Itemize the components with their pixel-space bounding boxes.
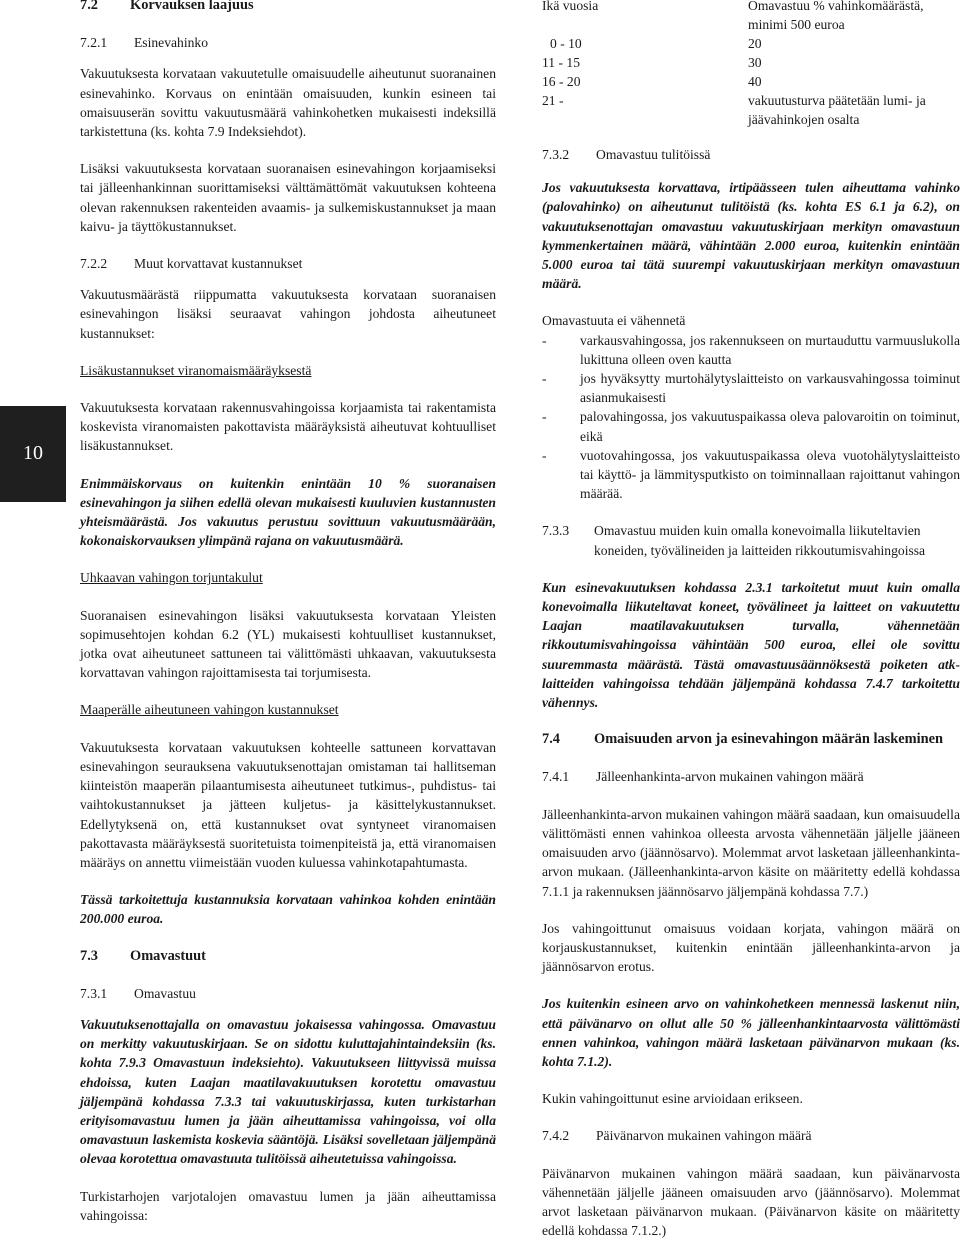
paragraph: Omavastuuta ei vähennetä: [542, 313, 686, 329]
table-cell-age: 21 -: [542, 93, 564, 108]
left-column: [80, 0, 496, 1225]
paragraph: Jälleenhankinta-arvon mukainen vahingon määrä saadaan, kun omaisuudella välittömästi ennen vahinkoa olleesta arvosta vähennetään jäljelle jääneen omaisuuden arvo (jäännösarvo). Molemmat arvot lasketaan jälleenhankinta-arvon mukaan. (Jälleenhankinta-arvon käsite on määritetty edellä kohdassa 7.1.1 ja rakennuksen jäännösarvo jäljempänä kohdassa 7.7.): [542, 806, 960, 899]
table-row: [542, 91, 960, 129]
paragraph: Vakuutuksesta korvataan vakuutetulle omaisuudelle aiheutunut suoranainen esinevahinko. Korvaus on enintään omaisuuden, kunkin esineen tai omaisuuserän sovittu vakuutusmäärä vahinkohetken mukaisesti indeksillä tarkistettuna (ks. kohta 7.9 Indeksiehdot).: [80, 66, 496, 140]
page-number: 10: [23, 442, 43, 465]
table-header-age: Ikä vuosia: [542, 0, 599, 13]
page-number-tab: [0, 406, 66, 502]
paragraph: Vakuutuksesta korvataan rakennusvahingoissa korjaamista tai rakentamista koskevista viranomaisten pakottavista määräyksistä aiheutuvat kohtuulliset lisäkustannukset.: [80, 400, 496, 454]
section-7-4-2-heading: 7.4.2 Päivänarvon mukainen vahingon määrä: [542, 1128, 812, 1144]
paragraph: Vakuutusmäärästä riippumatta vakuutuksesta korvataan suoranaisen esinevahingon lisäksi seuraavat vahingon johdosta aiheutuneet kustannukset:: [80, 287, 496, 341]
paragraph: Turkistarhojen varjotalojen omavastuu lumen ja jään aiheuttamissa vahingoissa:: [80, 1188, 496, 1223]
section-7-4-1-heading: 7.4.1 Jälleenhankinta-arvon mukainen vahingon määrä: [542, 769, 864, 785]
section-7-3-1-heading: 7.3.1 Omavastuu: [80, 985, 196, 1001]
paragraph-bold-italic: Kun esinevakuutuksen kohdassa 2.3.1 tarkoitetut muut kuin omalla konevoimalla liikuteltavat koneet, työvälineet ja laitteet on vakuutettu Laajan maatilavakuutuksen turvalla, vähennetään rikkoutumisvahingoissa vähintään 500 euroa, ellei ole sovittu suuremmasta määrästä. Tästä omavastuusäännöksestä poiketen atk-laitteiden vahingoissa tehdään jäljempänä kohdassa 7.4.7 tarkoitettu vähennys.: [542, 579, 960, 711]
paragraph: Päivänarvon mukainen vahingon määrä saadaan, kun päivänarvosta vähennetään jäljelle jääneen omaisuuden arvo (jäännösarvo). Molemmat arvot lasketaan päivänarvon mukaan. (Päivänarvon käsite on määritetty edellä kohdassa 7.1.2.): [542, 1165, 960, 1239]
table-cell-pct: 40: [748, 74, 762, 89]
list-item: - palovahingossa, jos vakuutuspaikassa oleva palovaroitin on toiminut, eikä: [542, 409, 960, 444]
table-row: [542, 72, 960, 91]
section-7-4-heading: 7.4 Omaisuuden arvon ja esinevahingon määrän laskeminen: [542, 731, 944, 748]
subheading-underlined: Uhkaavan vahingon torjuntakulut: [80, 570, 263, 586]
section-7-3-2-heading: 7.3.2 Omavastuu tulitöissä: [542, 147, 711, 162]
deductible-table: [542, 0, 960, 129]
paragraph: Kukin vahingoittunut esine arvioidaan erikseen.: [542, 1091, 803, 1107]
subheading-underlined: Maaperälle aiheutuneen vahingon kustannukset: [80, 702, 339, 718]
paragraph: Vakuutuksesta korvataan vakuutuksen kohteelle sattuneen korvattavan esinevahingon seurauksena vakuutuksenottajan omistaman tai hallitseman kiinteistön maaperän pilaantumisesta aiheutuneet tutkimus-, puhdistus- tai vaihtokustannukset ja jätteen kuljetus- ja käsittelykustannukset. Edellytyksenä on, että kustannukset ovat syntyneet viranomaisen pakottavasta määräyksestä suoritetuista toimenpiteistä ja, että viranomaisen määräys on annettu viimeistään vuoden kuluessa vahinkotapahtumasta.: [80, 739, 496, 870]
list-item: - jos hyväksytty murtohälytyslaitteisto on varkausvahingossa toiminut asianmukaisesti: [542, 371, 960, 406]
section-7-3-3-heading: 7.3.3 Omavastuu muiden kuin omalla konevoimalla liikuteltavien koneiden, työvälineiden ja laitteiden rikkoutumisvahingoissa: [542, 523, 926, 558]
paragraph: Jos vahingoittunut omaisuus voidaan korjata, vahingon määrä on korjauskustannukset, kuitenkin enintään jälleenhankinta-arvon ja jäännösarvon erotus.: [542, 920, 960, 975]
list-item: - varkausvahingossa, jos rakennukseen on murtauduttu varmuuslukolla lukittuna olleen oven kautta: [542, 332, 960, 367]
table-cell-pct: vakuutusturva päätetään lumi- ja jäävahinkojen osalta: [748, 93, 926, 127]
exception-list: [542, 331, 960, 504]
paragraph: Lisäksi vakuutuksesta korvataan suoranaisen esinevahingon korjaamiseksi tai jälleenhankinnan suorittamiseksi välttämättömät vakuutuksen kohteena olevan rakennuksen rakenteiden avaamis- ja sulkemiskustannukset ja maan kaivu- ja täyttökustannukset.: [80, 161, 496, 234]
table-cell-pct: 30: [748, 55, 762, 70]
table-cell-pct: 20: [748, 36, 762, 51]
table-row: [542, 34, 960, 53]
table-header-pct: Omavastuu % vahinkomäärästä, minimi 500 euroa: [748, 0, 924, 32]
paragraph-bold-italic: Tässä tarkoitettuja kustannuksia korvataan vahinkoa kohden enintään 200.000 euroa.: [80, 892, 496, 927]
right-column: [542, 0, 960, 1240]
table-row: [542, 53, 960, 72]
paragraph-bold-italic: Jos vakuutuksesta korvattava, irtipäässeen tulen aiheuttama vahinko (palovahinko) on aiheutunut tulitöistä (ks. kohta ES 6.1 ja 6.2), on vakuutuksenottajan omavastuu vakuutuskirjaan merkityn omavastuun kymmenkertainen määrä, vähintään 2.000 euroa, kuitenkin enintään 5.000 euroa tai tätä suurempi vakuutuskirjaan merkityn omavastuun määrä.: [542, 180, 960, 292]
paragraph-bold-italic: Vakuutuksenottajalla on omavastuu jokaisessa vahingossa. Omavastuu on merkitty vakuutuskirjaan. Se on sidottu kuluttajahintaindeksiin (ks. kohta 7.9.3 Omavastuun indeksiehto). Vakuutukseen liittyvissä muissa ehdoissa, kuten Laajan maatilavakuutuksen korotettu omavastuu jäljempänä kohdassa 7.3.3 tai vakuutuskirjassa, kuten turkistarhan erityisomavastuu lumen ja jään aiheuttamissa vahingoissa, voi olla omavastuun laskemista koskevia sääntöjä. Lisäksi sovelletaan jäljempänä olevaa korotettua omavastuuta tulitöissä aiheutetuissa vahingoissa.: [80, 1016, 496, 1167]
table-cell-age: 0 - 10: [550, 36, 582, 51]
section-7-2-2-heading: 7.2.2 Muut korvattavat kustannukset: [80, 256, 303, 272]
section-7-3-heading: 7.3 Omavastuut: [80, 947, 206, 964]
subheading-underlined: Lisäkustannukset viranomaismääräyksestä: [80, 362, 312, 378]
paragraph-bold-italic: Jos kuitenkin esineen arvo on vahinkohetkeen mennessä laskenut niin, että päivänarvo on ollut alle 50 % jälleenhankintaarvosta välittömästi ennen vahinkoa, vahingon määrä lasketaan päivänarvon mukaan (ks. kohta 7.1.2).: [542, 996, 960, 1069]
section-7-2-1-heading: 7.2.1 Esinevahinko: [80, 35, 208, 51]
section-7-2-heading: 7.2 Korvauksen laajuus: [80, 0, 254, 13]
table-cell-age: 11 - 15: [542, 55, 581, 70]
list-item: - vuotovahingossa, jos vakuutuspaikassa oleva vuotohälytyslaitteisto tai käyttö- ja lämmitysputkisto on toiminnallaan rajoittanut vahingon määrää.: [542, 447, 960, 502]
table-header-row: [542, 0, 960, 34]
paragraph: Suoranaisen esinevahingon lisäksi vakuutuksesta korvataan Yleisten sopimusehtojen kohdan 6.2 (YL) mukaisesti kohtuulliset kustannukset, jotka ovat aiheutuneet sattuneen tai välittömästi uhkaavan, vakuutuksesta korvattavan vahingon rajoittamisesta tai torjumisesta.: [80, 607, 496, 681]
paragraph-bold-italic: Enimmäiskorvaus on kuitenkin enintään 10 % suoranaisen esinevahingon ja siihen edellä olevan mukaisesti kuuluvien kustannusten yhteismäärästä. Jos vakuutus perustuu sovittuun vakuutusmäärään, kokonaiskorvauksen ylimpänä rajana on vakuutusmäärä.: [80, 475, 496, 549]
table-cell-age: 16 - 20: [542, 74, 581, 89]
